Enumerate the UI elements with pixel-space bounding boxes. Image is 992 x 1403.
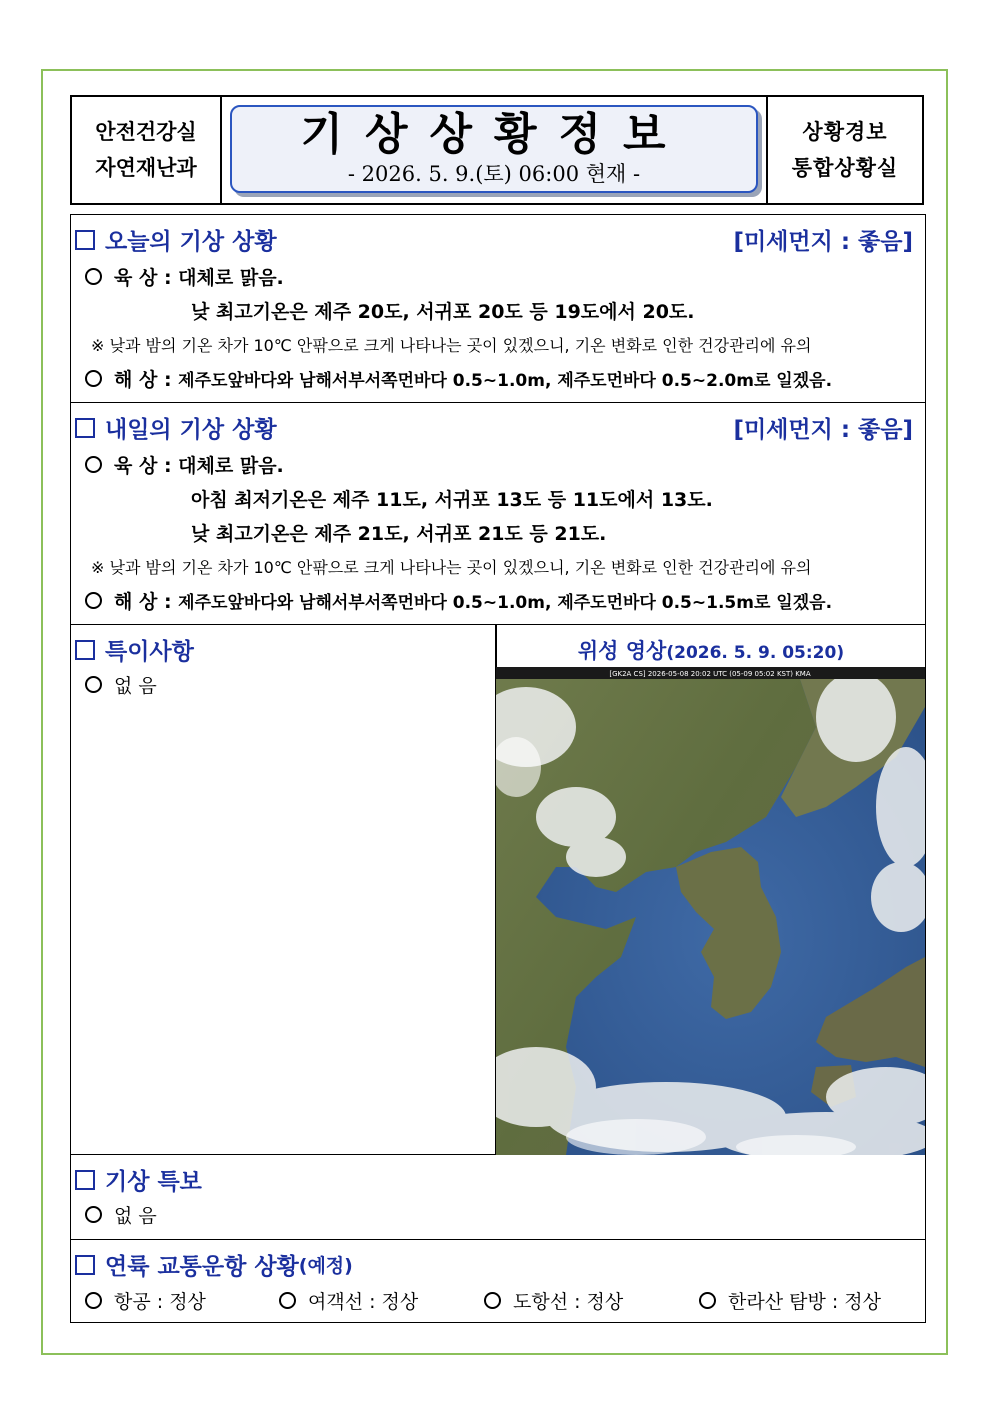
- tomorrow-sea-text: 제주도앞바다와 남해서부서쪽먼바다 0.5~1.0m, 제주도먼바다 0.5~1.5m로 일겠음.: [178, 593, 833, 613]
- warning-heading: [75, 1163, 202, 1196]
- special-heading-text: 특이사항: [105, 639, 194, 665]
- circle-bullet-icon: [85, 1206, 102, 1223]
- traffic-section: [71, 1240, 925, 1324]
- circle-bullet-icon: [85, 1292, 102, 1309]
- today-section: [71, 215, 925, 403]
- checkbox-icon: [75, 1255, 95, 1275]
- traffic-heading-suffix: (예정): [298, 1255, 353, 1277]
- document-date: - 2026. 5. 9.(토) 06:00 현재 -: [347, 162, 641, 186]
- traffic-item-ferry-text: 여객선 : 정상: [308, 1291, 419, 1313]
- tomorrow-heading-text: 내일의 기상 상황: [105, 417, 277, 443]
- warning-section: [71, 1155, 925, 1240]
- title-area: [222, 97, 766, 203]
- title-box: [230, 105, 758, 193]
- satellite-title-text: 위성 영상: [577, 639, 667, 663]
- warning-heading-text: 기상 특보: [105, 1169, 202, 1195]
- today-dust: [미세먼지 : 좋음]: [733, 229, 913, 255]
- document-title: 기상상황정보: [300, 109, 688, 160]
- traffic-item-hallasan-text: 한라산 탐방 : 정상: [728, 1291, 881, 1313]
- special-item: [85, 671, 157, 698]
- circle-bullet-icon: [484, 1292, 501, 1309]
- checkbox-icon: [75, 230, 95, 250]
- tomorrow-dust: [미세먼지 : 좋음]: [733, 417, 913, 443]
- report-body: [70, 214, 926, 1323]
- checkbox-icon: [75, 418, 95, 438]
- situation-room: [766, 97, 922, 203]
- satellite-banner: [GK2A CS] 2026-05-08 20:02 UTC (05-09 05:02 KST) KMA: [609, 670, 811, 678]
- special-item-text: 없 음: [114, 675, 157, 697]
- circle-bullet-icon: [279, 1292, 296, 1309]
- today-sea: [85, 365, 832, 392]
- today-land-line1: 대체로 맑음.: [178, 267, 284, 289]
- circle-bullet-icon: [85, 370, 102, 387]
- document-header: [70, 95, 924, 205]
- tomorrow-land: [85, 451, 284, 478]
- warning-item: [85, 1201, 157, 1228]
- issuer-department: [72, 97, 222, 203]
- circle-bullet-icon: [699, 1292, 716, 1309]
- satellite-date: (2026. 5. 9. 05:20): [666, 643, 845, 663]
- situation-line-2: 통합상황실: [791, 156, 899, 180]
- tomorrow-sea: [85, 587, 832, 614]
- traffic-item-hallasan: [699, 1287, 881, 1314]
- today-sea-text: 제주도앞바다와 남해서부서쪽먼바다 0.5~1.0m, 제주도먼바다 0.5~2.0m로 일겠음.: [178, 371, 833, 391]
- circle-bullet-icon: [85, 676, 102, 693]
- tomorrow-land-line2: 아침 최저기온은 제주 11도, 서귀포 13도 등 11도에서 13도.: [191, 489, 713, 511]
- tomorrow-land-line3: 낮 최고기온은 제주 21도, 서귀포 21도 등 21도.: [191, 523, 607, 545]
- tomorrow-heading: [75, 411, 277, 444]
- today-heading-text: 오늘의 기상 상황: [105, 229, 277, 255]
- warning-item-text: 없 음: [114, 1205, 157, 1227]
- satellite-image: [496, 667, 925, 1155]
- issuer-line-2: 자연재난과: [95, 156, 197, 180]
- today-note: ※ 낮과 밤의 기온 차가 10℃ 안팎으로 크게 나타나는 곳이 있겠으니, 기온 변화로 인한 건강관리에 유의: [91, 336, 812, 355]
- traffic-item-air: [85, 1287, 206, 1314]
- tomorrow-land-label: 육 상 :: [114, 455, 172, 477]
- today-land-line2: 낮 최고기온은 제주 20도, 서귀포 20도 등 19도에서 20도.: [191, 301, 695, 323]
- circle-bullet-icon: [85, 456, 102, 473]
- special-heading: [75, 633, 194, 666]
- special-satellite-section: [71, 625, 925, 1155]
- traffic-heading: [75, 1248, 353, 1281]
- tomorrow-sea-label: 해 상 :: [114, 591, 172, 613]
- traffic-item-island-ferry-text: 도항선 : 정상: [513, 1291, 624, 1313]
- checkbox-icon: [75, 1170, 95, 1190]
- tomorrow-land-line1: 대체로 맑음.: [178, 455, 284, 477]
- traffic-item-ferry: [279, 1287, 418, 1314]
- today-heading: [75, 223, 277, 256]
- satellite-title: [497, 635, 925, 665]
- situation-line-1: 상황경보: [802, 120, 888, 144]
- circle-bullet-icon: [85, 592, 102, 609]
- today-land: [85, 263, 284, 290]
- traffic-item-air-text: 항공 : 정상: [114, 1291, 206, 1313]
- today-land-label: 육 상 :: [114, 267, 172, 289]
- traffic-heading-text: 연륙 교통운항 상황: [105, 1254, 299, 1280]
- circle-bullet-icon: [85, 268, 102, 285]
- today-sea-label: 해 상 :: [114, 369, 172, 391]
- issuer-line-1: 안전건강실: [95, 120, 197, 144]
- traffic-item-island-ferry: [484, 1287, 623, 1314]
- tomorrow-section: [71, 403, 925, 625]
- checkbox-icon: [75, 640, 95, 660]
- tomorrow-note: ※ 낮과 밤의 기온 차가 10℃ 안팎으로 크게 나타나는 곳이 있겠으니, 기온 변화로 인한 건강관리에 유의: [91, 558, 812, 577]
